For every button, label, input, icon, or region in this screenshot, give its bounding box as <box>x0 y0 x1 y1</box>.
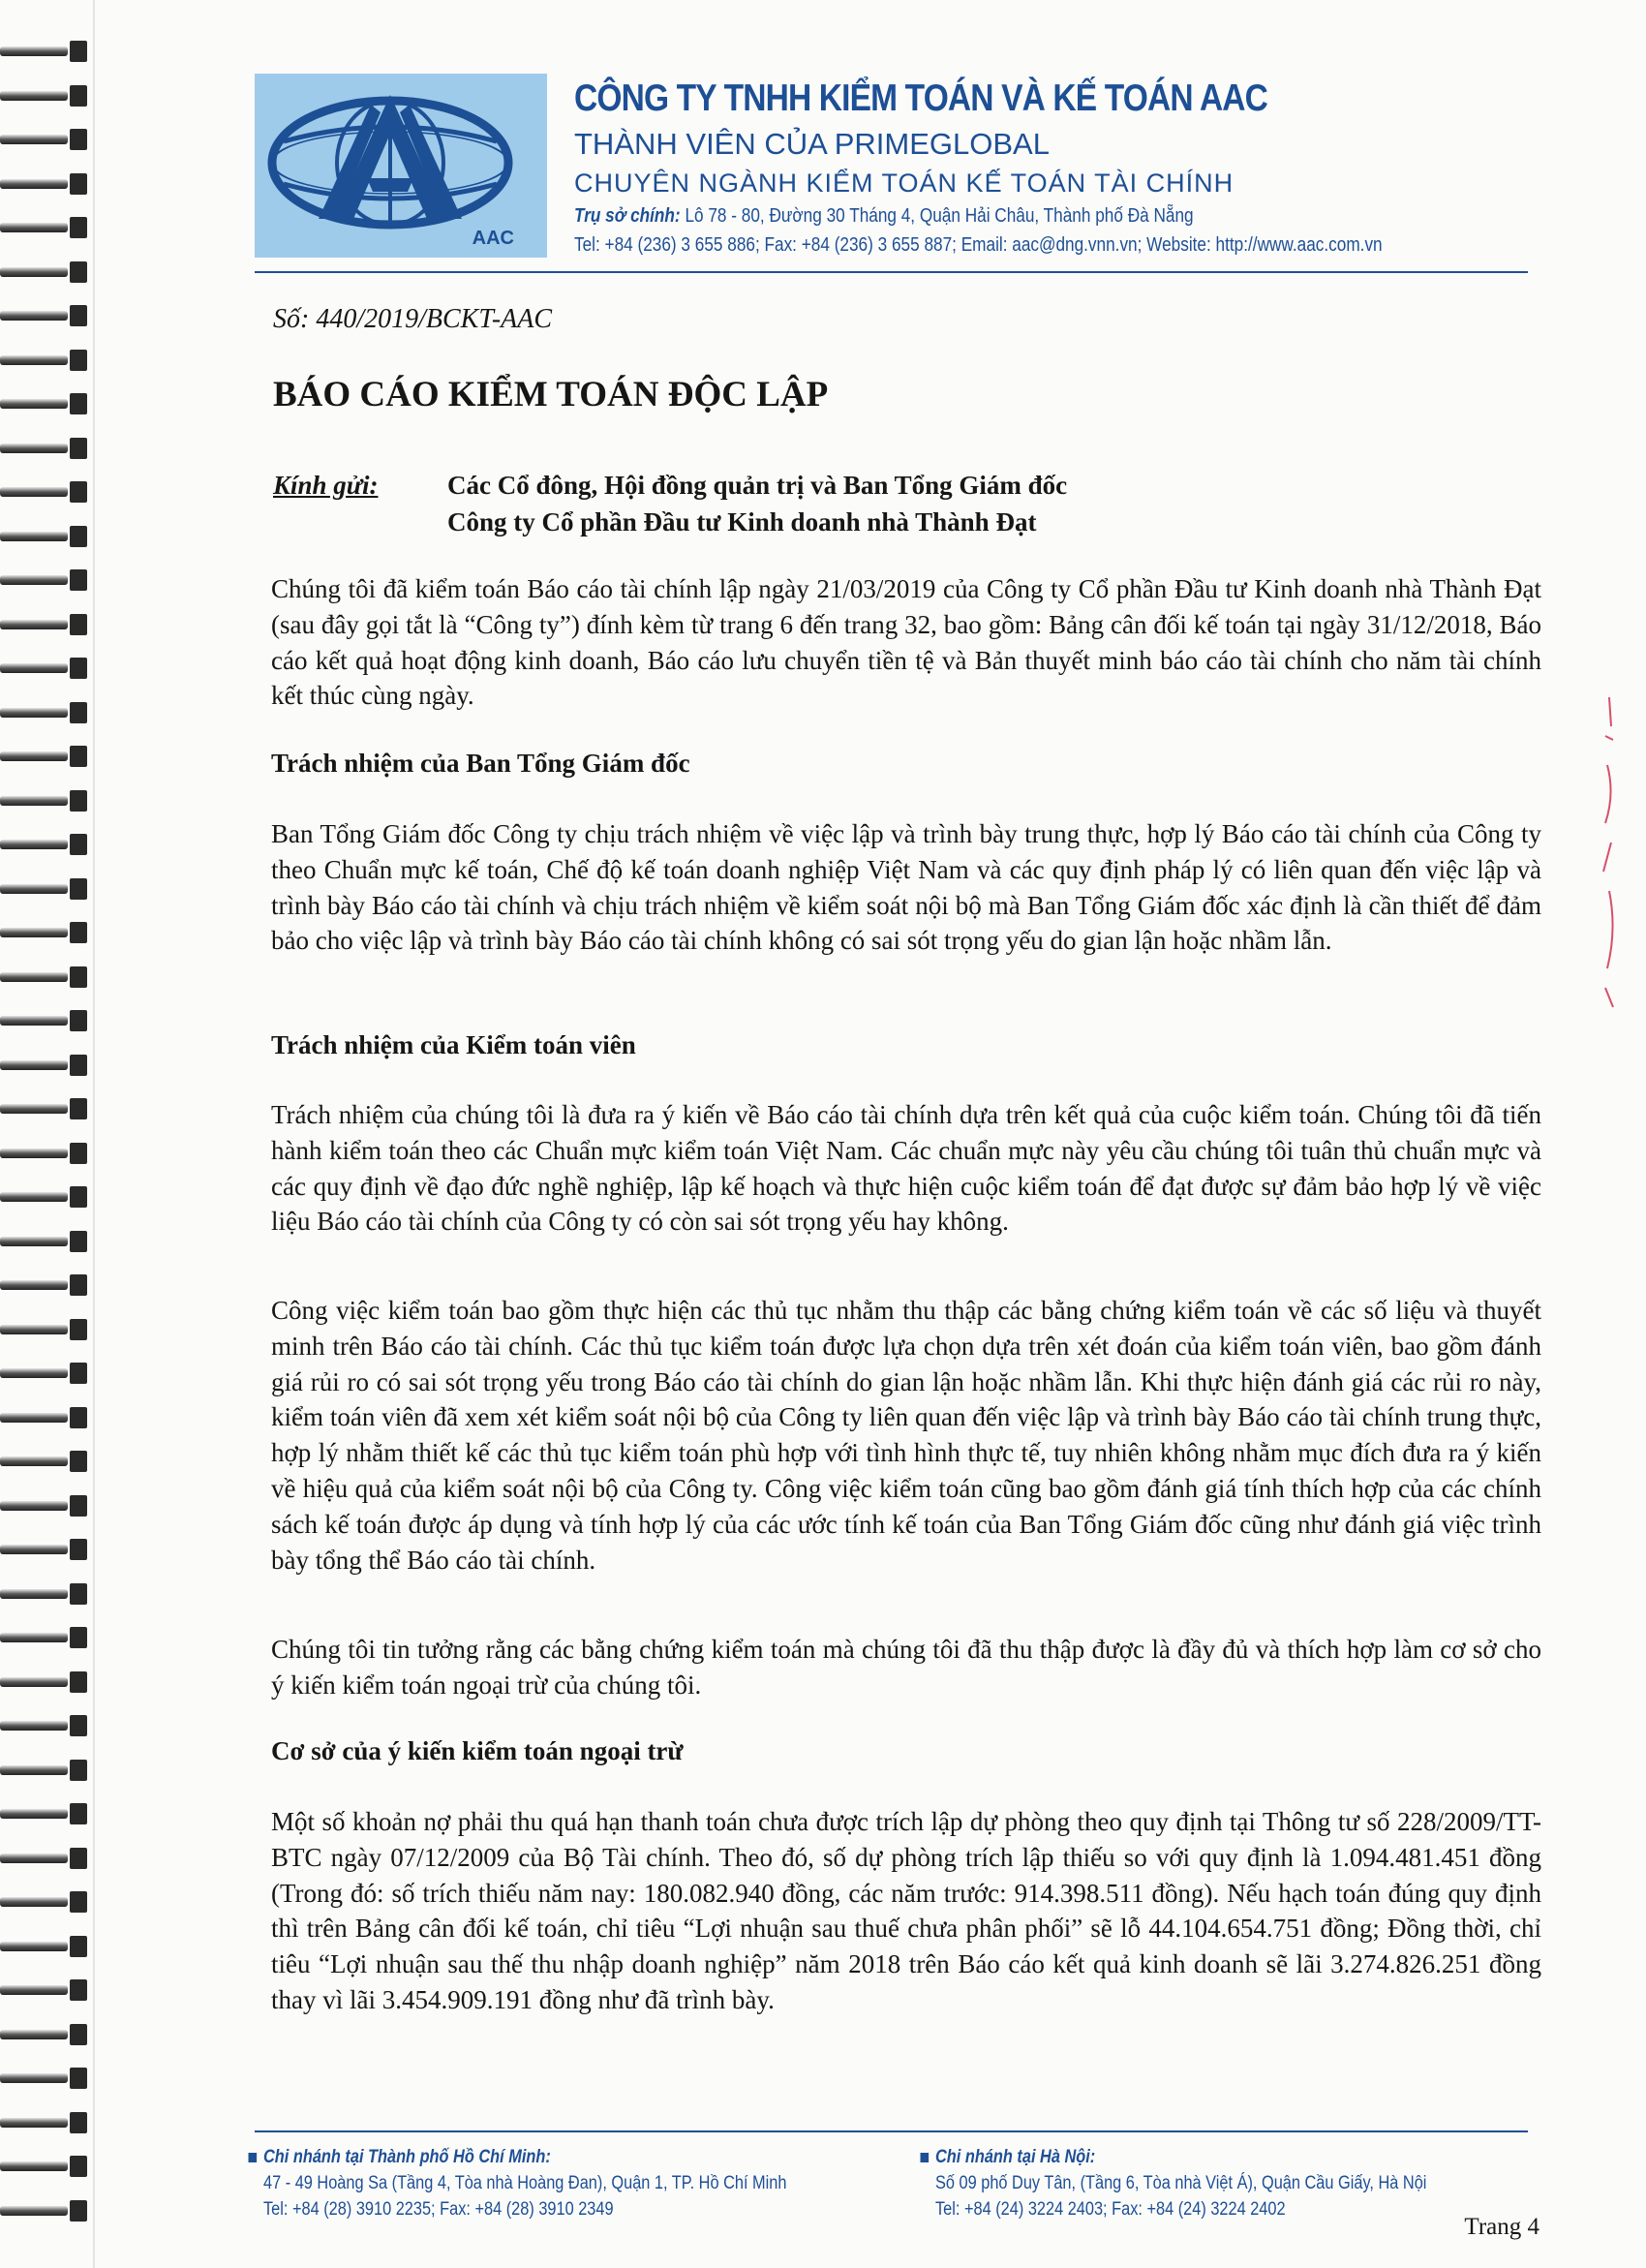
binding-coil <box>0 1008 92 1033</box>
document-title: BÁO CÁO KIỂM TOÁN ĐỘC LẬP <box>273 375 829 414</box>
auditor-paragraph-2: Công việc kiểm toán bao gồm thực hiện các thủ tục nhằm thu thập các bằng chứng kiểm toán về các số liệu và thuyết minh trên Báo cáo tài chính. Các thủ tục kiểm toán được lựa chọn dựa trên xét đoán của kiểm toán viên, bao gồm đánh giá rủi ro có sai sót trọng yếu trong Báo cáo tài chính do gian lận hoặc nhầm lẫn. Khi thực hiện đánh giá các rủi ro này, kiểm toán viên đã xem xét kiểm soát nội bộ của Công ty liên quan đến việc lập và trình bày Báo cáo tài chính trung thực, hợp lý nhằm thiết kế các thủ tục kiểm toán phù hợp với tình hình thực tế, tuy nhiên không nhằm mục đích đưa ra ý kiến về hiệu quả của kiểm soát nội bộ của Công ty. Công việc kiểm toán cũng bao gồm đánh giá tính thích hợp của các chính sách kế toán được áp dụng và tính hợp lý của các ước tính kế toán của Ban Tổng Giám đốc cũng như đánh giá việc trình bày tổng thể Báo cáo tài chính. <box>271 1296 1541 1575</box>
binding-coil <box>0 876 92 902</box>
binding-coil <box>0 832 92 857</box>
branch-hanoi-label: Chi nhánh tại Hà Nội: <box>935 2147 1096 2167</box>
company-logo <box>255 74 547 258</box>
binding-coil <box>0 1758 92 1783</box>
section-heading-management: Trách nhiệm của Ban Tổng Giám đốc <box>271 749 690 778</box>
binding-coil <box>0 391 92 416</box>
hq-address-line <box>574 201 1398 230</box>
binding-coil <box>0 260 92 285</box>
addressee-line-2: Công ty Cổ phần Đầu tư Kinh doanh nhà Thành Đạt <box>447 507 1037 536</box>
binding-coil <box>0 1449 92 1474</box>
hq-contact: Tel: +84 (236) 3 655 886; Fax: +84 (236) 3 655 887; Email: aac@dng.vnn.vn; Website: http://www.aac.com.vn <box>574 234 1383 256</box>
binding-coil <box>0 1405 92 1430</box>
binding-coil <box>0 744 92 769</box>
binding-coil <box>0 656 92 681</box>
branch-hcm-label: Chi nhánh tại Thành phố Hồ Chí Minh: <box>263 2147 551 2167</box>
auditor-paragraph-3: Chúng tôi tin tưởng rằng các bằng chứng kiểm toán mà chúng tôi đã thu thập được là đầy đủ và thích hợp làm cơ sở cho ý kiến kiểm toán ngoại trừ của chúng tôi. <box>271 1635 1541 1700</box>
binding-coil <box>0 303 92 328</box>
addressee-lines <box>447 467 1067 540</box>
binding-coil <box>0 215 92 240</box>
footer-rule <box>255 2130 1528 2132</box>
binding-coil <box>0 83 92 108</box>
management-paragraph: Ban Tổng Giám đốc Công ty chịu trách nhiệm về việc lập và trình bày trung thực, hợp lý Báo cáo tài chính của Công ty theo Chuẩn mực kế toán, Chế độ kế toán doanh nghiệp Việt Nam và các quy định pháp lý có liên quan đến việc lập và trình bày Báo cáo tài chính và chịu trách nhiệm về kiểm soát nội bộ mà Ban Tổng Giám đốc xác định là cần thiết để đảm bảo cho việc lập và trình bày Báo cáo tài chính không có sai sót trọng yếu do gian lận hoặc nhầm lẫn. <box>271 819 1541 956</box>
binding-coil <box>0 965 92 990</box>
binding-coil <box>0 1141 92 1166</box>
binding-coil <box>0 524 92 549</box>
binding-coil <box>0 1801 92 1826</box>
document-number: Số: 440/2019/BCKT-AAC <box>273 304 553 334</box>
branch-hcm <box>263 2144 786 2222</box>
binding-coil <box>0 1625 92 1650</box>
binding-coil <box>0 1229 92 1254</box>
binding-coil <box>0 436 92 461</box>
binding-coil <box>0 920 92 945</box>
header-rule <box>255 271 1528 273</box>
branch-hcm-address: 47 - 49 Hoàng Sa (Tầng 4, Tòa nhà Hoàng Đan), Quận 1, TP. Hồ Chí Minh <box>263 2173 787 2193</box>
intro-paragraph: Chúng tôi đã kiểm toán Báo cáo tài chính lập ngày 21/03/2019 của Công ty Cổ phần Đầu tư Kinh doanh nhà Thành Đạt (sau đây gọi tắt là “Công ty”) đính kèm từ trang 6 đến trang 32, bao gồm: Bảng cân đối kế toán tại ngày 31/12/2018, Báo cáo kết quả hoạt động kinh doanh, Báo cáo lưu chuyển tiền tệ và Bản thuyết minh báo cáo tài chính cho năm tài chính kết thúc cùng ngày. <box>271 574 1541 711</box>
square-bullet-icon <box>249 2153 258 2162</box>
addressee-line-1: Các Cổ đông, Hội đồng quản trị và Ban Tổng Giám đốc <box>447 471 1068 500</box>
binding-coil <box>0 1670 92 1695</box>
square-bullet-icon <box>921 2153 930 2162</box>
hq-label: Trụ sở chính: <box>574 205 681 227</box>
binding-coil <box>0 1493 92 1518</box>
spiral-binding <box>0 39 107 2247</box>
binding-coil <box>0 1317 92 1342</box>
binding-coil <box>0 1977 92 2003</box>
binding-coil <box>0 2066 92 2091</box>
handwritten-margin-mark <box>1588 678 1627 1027</box>
binding-coil <box>0 1096 92 1121</box>
section-heading-qualified-basis: Cơ sở của ý kiến kiểm toán ngoại trừ <box>271 1736 684 1765</box>
binding-coil <box>0 39 92 64</box>
binding-coil <box>0 1713 92 1738</box>
binding-coil <box>0 127 92 152</box>
section-heading-auditor: Trách nhiệm của Kiểm toán viên <box>271 1030 636 1059</box>
company-info <box>574 77 1533 260</box>
binding-coil <box>0 1053 92 1078</box>
auditor-paragraph-1: Trách nhiệm của chúng tôi là đưa ra ý kiến về Báo cáo tài chính dựa trên kết quả của cuộc kiểm toán. Chúng tôi đã tiến hành kiểm toán theo các Chuẩn mực kiểm toán Việt Nam. Các chuẩn mực này yêu cầu chúng tôi tuân thủ chuẩn mực và các quy định về đạo đức nghề nghiệp, lập kế hoạch và thực hiện cuộc kiểm toán để đạt được sự đảm bảo hợp lý về việc liệu Báo cáo tài chính của Công ty có còn sai sót trọng yếu hay không. <box>271 1100 1541 1237</box>
binding-coil <box>0 2154 92 2179</box>
binding-coil <box>0 1846 92 1871</box>
binding-coil <box>0 2022 92 2047</box>
binding-coil <box>0 1272 92 1298</box>
specialty: CHUYÊN NGÀNH KIỂM TOÁN KẾ TOÁN TÀI CHÍNH <box>574 169 1234 198</box>
logo-text: AAC <box>472 228 514 249</box>
binding-coil <box>0 2110 92 2135</box>
binding-coil <box>0 1537 92 1562</box>
qualified-basis-paragraph: Một số khoản nợ phải thu quá hạn thanh toán chưa được trích lập dự phòng theo quy định tại Thông tư số 228/2009/TT-BTC ngày 07/12/2009 của Bộ Tài chính. Theo đó, số dự phòng trích lập thiếu so với quy định là 1.094.481.451 đồng (Trong đó: số trích thiếu năm nay: 180.082.940 đồng, các năm trước: 914.398.511 đồng). Nếu hạch toán đúng quy định thì trên Bảng cân đối kế toán, chỉ tiêu “Lợi nhuận sau thuế chưa phân phối” sẽ lỗ 44.104.654.751 đồng; Đồng thời, chỉ tiêu “Lợi nhuận sau thế thu nhập doanh nghiệp” năm 2018 trên Báo cáo kết quả kinh doanh sẽ lãi 3.274.826.251 đồng thay vì lãi 3.454.909.191 đồng như đã trình bày. <box>271 1807 1541 2014</box>
page-number: Trang 4 <box>1464 2214 1539 2240</box>
branch-hanoi-contact: Tel: +84 (24) 3224 2403; Fax: +84 (24) 3224 2402 <box>935 2199 1286 2220</box>
binding-coil <box>0 348 92 373</box>
branch-hanoi-address: Số 09 phố Duy Tân, (Tầng 6, Tòa nhà Việt Á), Quận Cầu Giấy, Hà Nội <box>935 2173 1427 2193</box>
binding-coil <box>0 788 92 813</box>
binding-coil <box>0 171 92 197</box>
binding-coil <box>0 700 92 725</box>
letterhead <box>255 74 1528 267</box>
binding-coil <box>0 479 92 505</box>
binding-coil <box>0 567 92 593</box>
binding-coil <box>0 612 92 637</box>
company-name: CÔNG TY TNHH KIỂM TOÁN VÀ KẾ TOÁN AAC <box>574 77 1268 119</box>
globe-logo-icon <box>255 74 547 258</box>
binding-coil <box>0 2198 92 2223</box>
binding-coil <box>0 1581 92 1607</box>
binding-coil <box>0 1889 92 1915</box>
binding-coil <box>0 1934 92 1959</box>
branch-hcm-contact: Tel: +84 (28) 3910 2235; Fax: +84 (28) 3910 2349 <box>263 2199 614 2220</box>
binding-coil <box>0 1361 92 1386</box>
binding-coil <box>0 1184 92 1210</box>
hq-address: Lô 78 - 80, Đường 30 Tháng 4, Quận Hải Châu, Thành phố Đà Nẵng <box>685 205 1194 227</box>
member-of: THÀNH VIÊN CỦA PRIMEGLOBAL <box>574 127 1050 161</box>
addressee-label: Kính gửi: <box>273 471 379 500</box>
branch-hanoi <box>935 2144 1426 2222</box>
